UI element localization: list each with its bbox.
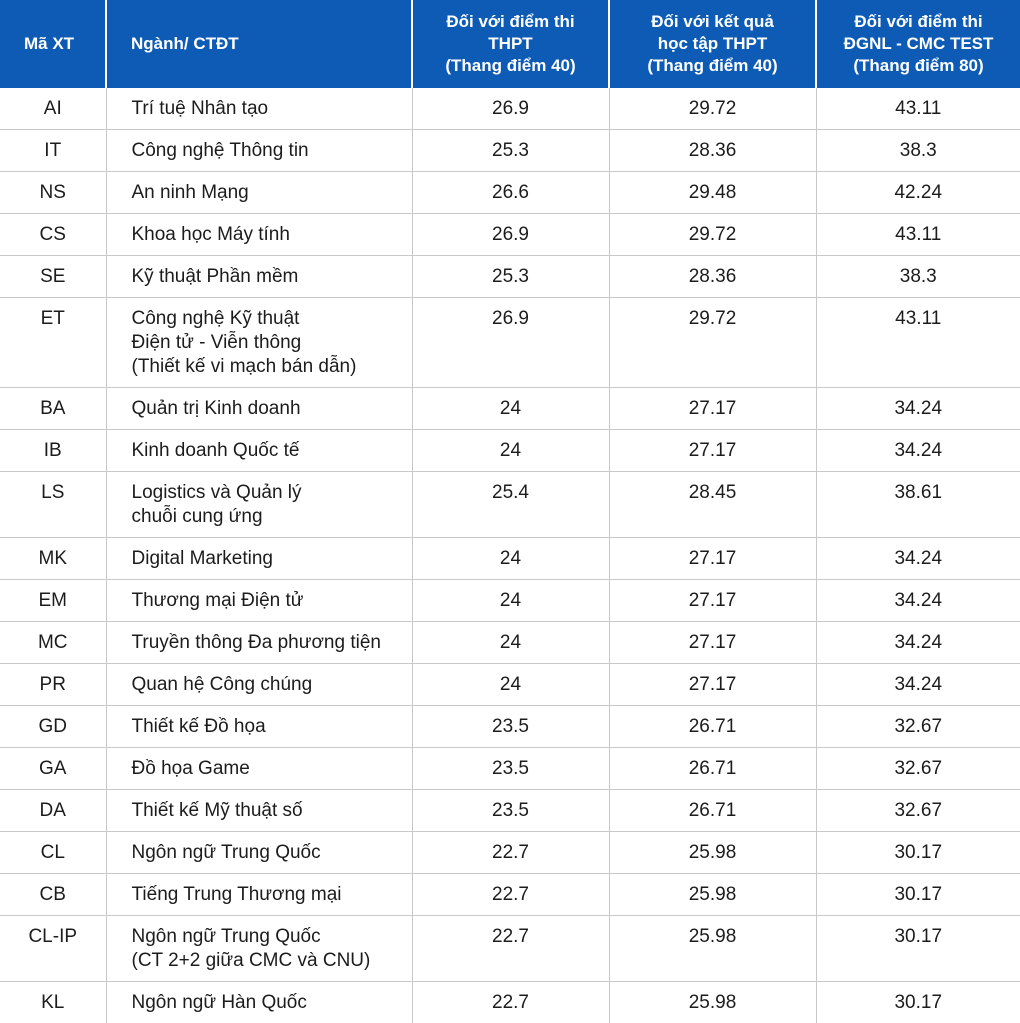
header-line: Đối với điểm thi <box>854 12 982 31</box>
program-name-line: Tiếng Trung Thương mại <box>132 883 412 907</box>
hoc-ba-score-cell: 27.17 <box>609 430 816 472</box>
program-name-cell <box>106 388 412 430</box>
program-name-cell <box>106 580 412 622</box>
code-cell: PR <box>0 664 106 706</box>
header-line: (Thang điểm 80) <box>853 56 983 75</box>
program-name-line: Ngôn ngữ Trung Quốc <box>132 841 412 865</box>
hoc-ba-score-cell: 28.36 <box>609 130 816 172</box>
hoc-ba-score-cell: 25.98 <box>609 874 816 916</box>
thpt-score-cell: 25.3 <box>412 130 609 172</box>
header-line: THPT <box>488 34 532 53</box>
table-row <box>0 472 1020 538</box>
program-name-cell <box>106 88 412 130</box>
program-name-cell <box>106 706 412 748</box>
thpt-score-cell: 22.7 <box>412 874 609 916</box>
table-row <box>0 982 1020 1023</box>
header-line: ĐGNL - CMC TEST <box>844 34 994 53</box>
program-name-line: Công nghệ Kỹ thuật <box>132 307 412 331</box>
program-name-line: Truyền thông Đa phương tiện <box>132 631 412 655</box>
dgnl-score-cell: 42.24 <box>816 172 1020 214</box>
dgnl-score-cell: 34.24 <box>816 538 1020 580</box>
program-name-cell <box>106 472 412 538</box>
code-cell: LS <box>0 472 106 538</box>
header-code: Mã XT <box>0 0 106 88</box>
table-row <box>0 172 1020 214</box>
table-row <box>0 790 1020 832</box>
table-row <box>0 88 1020 130</box>
hoc-ba-score-cell: 28.36 <box>609 256 816 298</box>
code-cell: MC <box>0 622 106 664</box>
program-name-line: Điện tử - Viễn thông <box>132 331 412 355</box>
program-name-cell <box>106 256 412 298</box>
program-name-line: Digital Marketing <box>132 547 412 571</box>
program-name-line: Công nghệ Thông tin <box>132 139 412 163</box>
program-name-cell <box>106 430 412 472</box>
hoc-ba-score-cell: 29.72 <box>609 214 816 256</box>
dgnl-score-cell: 38.3 <box>816 130 1020 172</box>
code-cell: NS <box>0 172 106 214</box>
hoc-ba-score-cell: 27.17 <box>609 538 816 580</box>
code-cell: SE <box>0 256 106 298</box>
program-name-line: Đồ họa Game <box>132 757 412 781</box>
program-name-line: Quan hệ Công chúng <box>132 673 412 697</box>
thpt-score-cell: 25.4 <box>412 472 609 538</box>
program-name-line: Trí tuệ Nhân tạo <box>132 97 412 121</box>
table-row <box>0 748 1020 790</box>
code-cell: AI <box>0 88 106 130</box>
hoc-ba-score-cell: 26.71 <box>609 790 816 832</box>
program-name-line: (CT 2+2 giữa CMC và CNU) <box>132 949 412 973</box>
table-row <box>0 538 1020 580</box>
table-row <box>0 916 1020 982</box>
hoc-ba-score-cell: 25.98 <box>609 832 816 874</box>
program-name-line: chuỗi cung ứng <box>132 505 412 529</box>
program-name-line: Thiết kế Đồ họa <box>132 715 412 739</box>
dgnl-score-cell: 34.24 <box>816 580 1020 622</box>
code-cell: GD <box>0 706 106 748</box>
dgnl-score-cell: 32.67 <box>816 706 1020 748</box>
code-cell: KL <box>0 982 106 1023</box>
table-row <box>0 388 1020 430</box>
thpt-score-cell: 24 <box>412 430 609 472</box>
dgnl-score-cell: 30.17 <box>816 832 1020 874</box>
program-name-cell <box>106 790 412 832</box>
code-cell: CB <box>0 874 106 916</box>
code-cell: DA <box>0 790 106 832</box>
program-name-cell <box>106 832 412 874</box>
table-row <box>0 130 1020 172</box>
code-cell: IB <box>0 430 106 472</box>
dgnl-score-cell: 38.3 <box>816 256 1020 298</box>
program-name-cell <box>106 916 412 982</box>
header-line: Đối với kết quả <box>651 12 774 31</box>
program-name-cell <box>106 622 412 664</box>
program-name-line: An ninh Mạng <box>132 181 412 205</box>
thpt-score-cell: 23.5 <box>412 748 609 790</box>
program-name-line: Khoa học Máy tính <box>132 223 412 247</box>
header-dgnl <box>816 0 1020 88</box>
hoc-ba-score-cell: 27.17 <box>609 622 816 664</box>
program-name-line: Kỹ thuật Phần mềm <box>132 265 412 289</box>
thpt-score-cell: 26.9 <box>412 298 609 388</box>
table-row <box>0 874 1020 916</box>
program-name-cell <box>106 298 412 388</box>
header-hoc-ba <box>609 0 816 88</box>
dgnl-score-cell: 43.11 <box>816 214 1020 256</box>
table-header <box>0 0 1020 88</box>
dgnl-score-cell: 30.17 <box>816 874 1020 916</box>
code-cell: BA <box>0 388 106 430</box>
hoc-ba-score-cell: 26.71 <box>609 706 816 748</box>
table-row <box>0 706 1020 748</box>
dgnl-score-cell: 32.67 <box>816 748 1020 790</box>
thpt-score-cell: 24 <box>412 538 609 580</box>
program-name-cell <box>106 664 412 706</box>
table-row <box>0 580 1020 622</box>
thpt-score-cell: 24 <box>412 580 609 622</box>
hoc-ba-score-cell: 25.98 <box>609 916 816 982</box>
dgnl-score-cell: 43.11 <box>816 298 1020 388</box>
dgnl-score-cell: 34.24 <box>816 430 1020 472</box>
hoc-ba-score-cell: 27.17 <box>609 664 816 706</box>
program-name-line: Thương mại Điện tử <box>132 589 412 613</box>
hoc-ba-score-cell: 27.17 <box>609 388 816 430</box>
table-row <box>0 832 1020 874</box>
program-name-cell <box>106 538 412 580</box>
program-name-cell <box>106 982 412 1023</box>
table-row <box>0 298 1020 388</box>
thpt-score-cell: 24 <box>412 388 609 430</box>
dgnl-score-cell: 30.17 <box>816 982 1020 1023</box>
header-program: Ngành/ CTĐT <box>106 0 412 88</box>
code-cell: MK <box>0 538 106 580</box>
dgnl-score-cell: 34.24 <box>816 664 1020 706</box>
table-row <box>0 622 1020 664</box>
program-name-cell <box>106 874 412 916</box>
hoc-ba-score-cell: 26.71 <box>609 748 816 790</box>
header-line: học tập THPT <box>658 34 768 53</box>
code-cell: IT <box>0 130 106 172</box>
table-body <box>0 88 1020 1023</box>
thpt-score-cell: 24 <box>412 664 609 706</box>
program-name-cell <box>106 172 412 214</box>
program-name-line: Thiết kế Mỹ thuật số <box>132 799 412 823</box>
table-row <box>0 256 1020 298</box>
thpt-score-cell: 22.7 <box>412 916 609 982</box>
program-name-line: Ngôn ngữ Hàn Quốc <box>132 991 412 1015</box>
thpt-score-cell: 26.9 <box>412 214 609 256</box>
code-cell: GA <box>0 748 106 790</box>
dgnl-score-cell: 32.67 <box>816 790 1020 832</box>
program-name-cell <box>106 214 412 256</box>
code-cell: CL-IP <box>0 916 106 982</box>
program-name-line: Quản trị Kinh doanh <box>132 397 412 421</box>
dgnl-score-cell: 43.11 <box>816 88 1020 130</box>
code-cell: CL <box>0 832 106 874</box>
thpt-score-cell: 22.7 <box>412 832 609 874</box>
code-cell: ET <box>0 298 106 388</box>
header-thpt <box>412 0 609 88</box>
code-cell: CS <box>0 214 106 256</box>
thpt-score-cell: 25.3 <box>412 256 609 298</box>
hoc-ba-score-cell: 27.17 <box>609 580 816 622</box>
thpt-score-cell: 26.9 <box>412 88 609 130</box>
table-row <box>0 430 1020 472</box>
thpt-score-cell: 22.7 <box>412 982 609 1023</box>
hoc-ba-score-cell: 25.98 <box>609 982 816 1023</box>
table-row <box>0 214 1020 256</box>
program-name-cell <box>106 130 412 172</box>
program-name-line: Kinh doanh Quốc tế <box>132 439 412 463</box>
header-line: Đối với điểm thi <box>446 12 574 31</box>
thpt-score-cell: 23.5 <box>412 790 609 832</box>
program-name-line: (Thiết kế vi mạch bán dẫn) <box>132 355 412 379</box>
dgnl-score-cell: 30.17 <box>816 916 1020 982</box>
dgnl-score-cell: 34.24 <box>816 388 1020 430</box>
header-row <box>0 0 1020 88</box>
thpt-score-cell: 26.6 <box>412 172 609 214</box>
thpt-score-cell: 24 <box>412 622 609 664</box>
thpt-score-cell: 23.5 <box>412 706 609 748</box>
hoc-ba-score-cell: 29.72 <box>609 298 816 388</box>
program-name-cell <box>106 748 412 790</box>
program-name-line: Ngôn ngữ Trung Quốc <box>132 925 412 949</box>
dgnl-score-cell: 38.61 <box>816 472 1020 538</box>
header-line: (Thang điểm 40) <box>647 56 777 75</box>
hoc-ba-score-cell: 29.48 <box>609 172 816 214</box>
hoc-ba-score-cell: 28.45 <box>609 472 816 538</box>
table-row <box>0 664 1020 706</box>
hoc-ba-score-cell: 29.72 <box>609 88 816 130</box>
header-line: (Thang điểm 40) <box>445 56 575 75</box>
dgnl-score-cell: 34.24 <box>816 622 1020 664</box>
code-cell: EM <box>0 580 106 622</box>
program-name-line: Logistics và Quản lý <box>132 481 412 505</box>
